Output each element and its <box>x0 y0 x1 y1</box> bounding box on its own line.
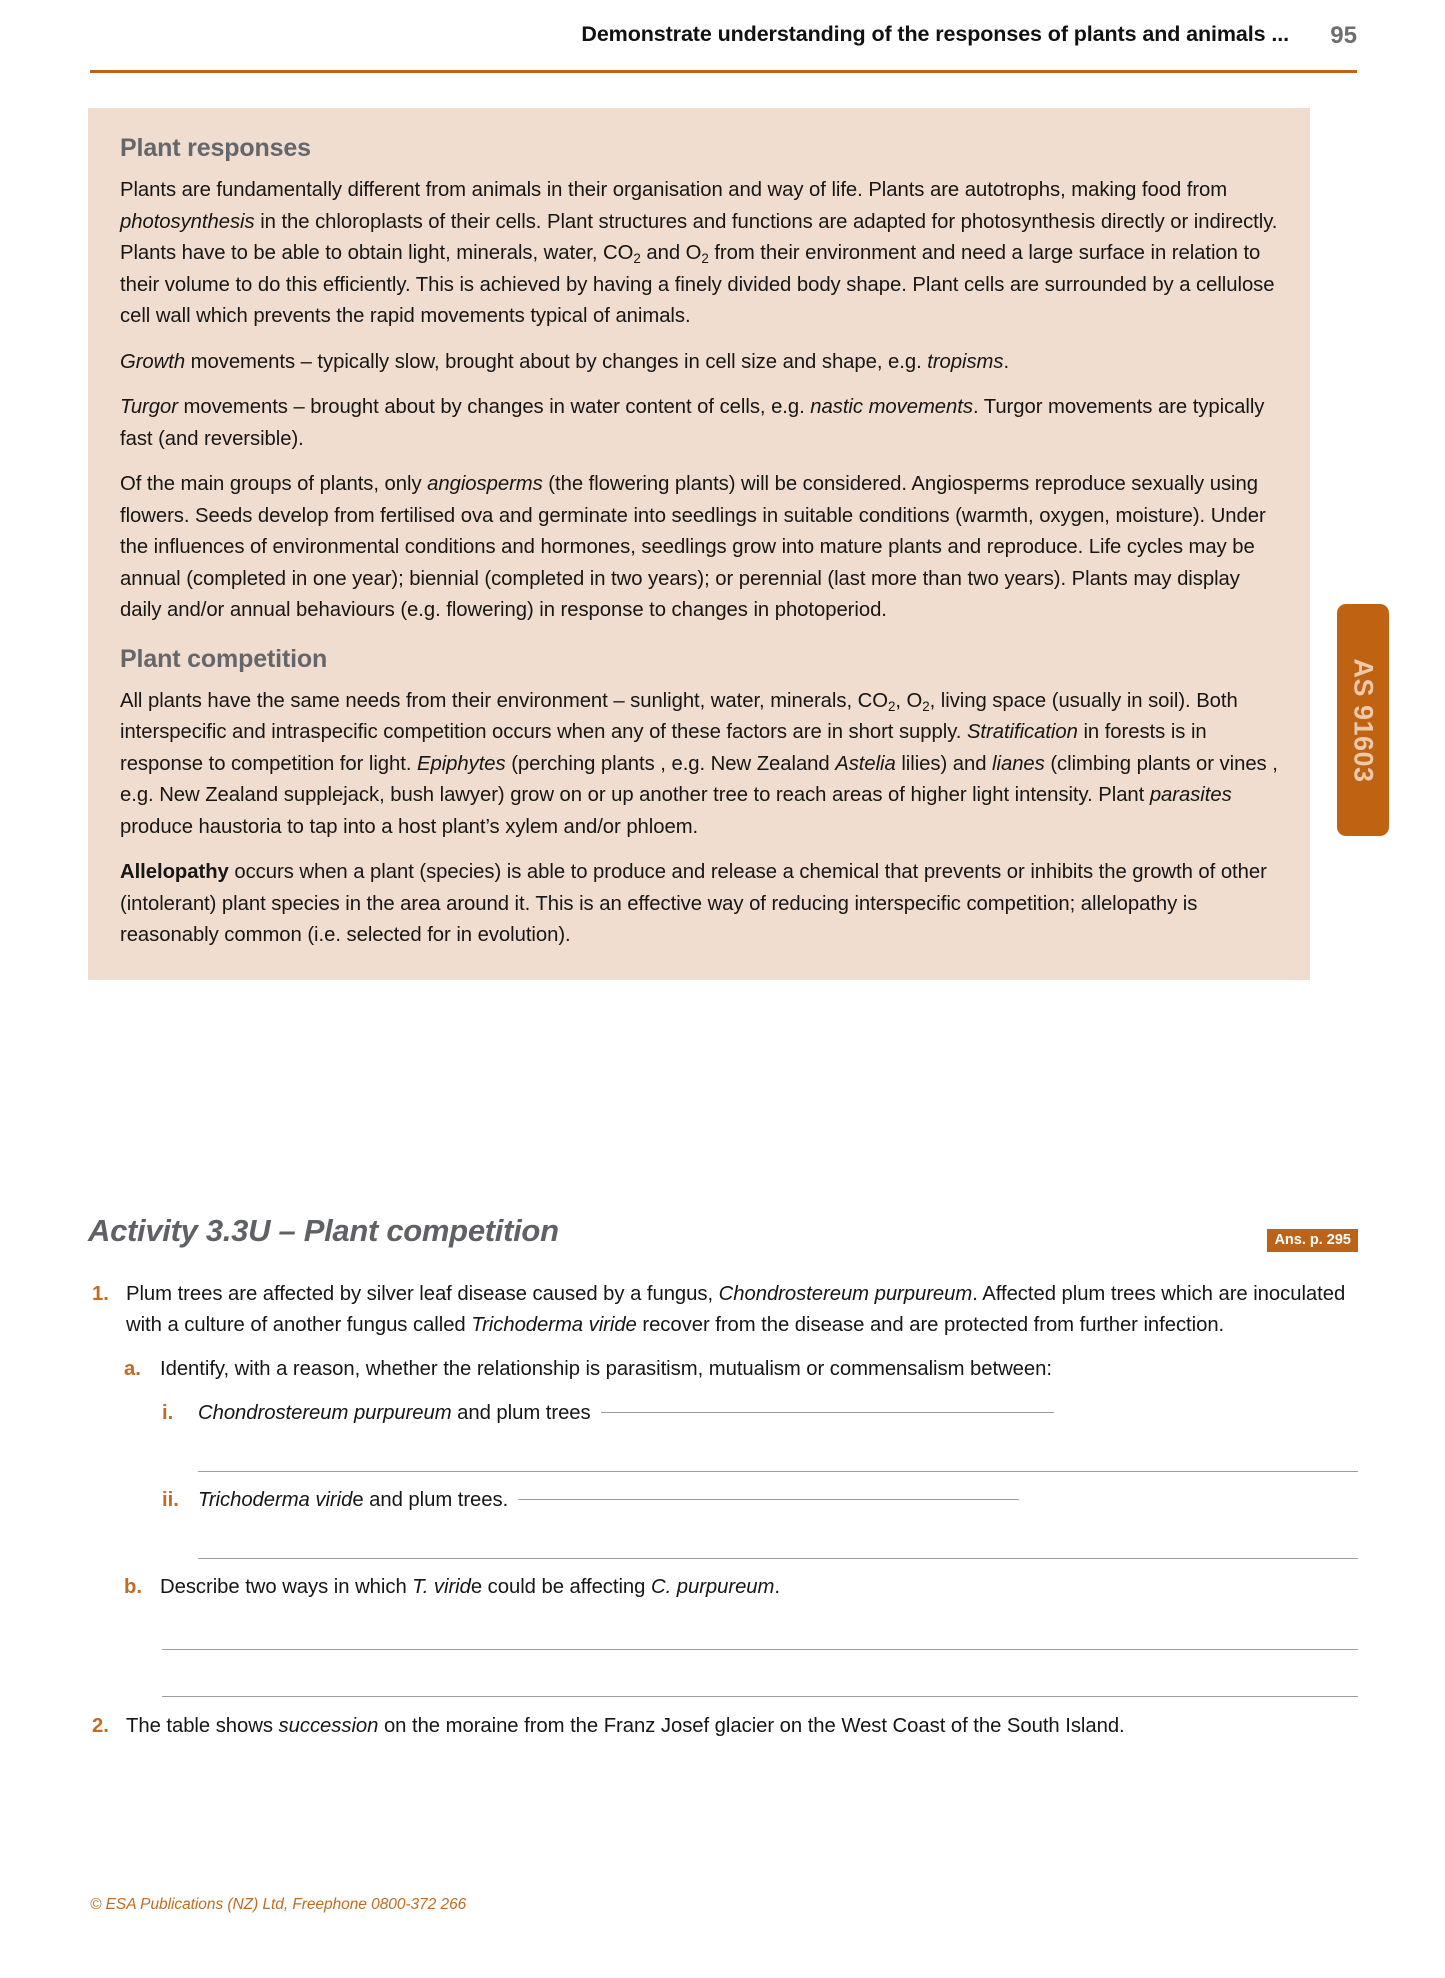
page-number: 95 <box>1330 22 1357 49</box>
header-title: Demonstrate understanding of the responses of plants and animals ... <box>581 22 1289 46</box>
plant-responses-paragraphs <box>120 175 1280 627</box>
question-list <box>88 1279 1358 1742</box>
panel-heading-plant-competition: Plant competition <box>120 644 328 673</box>
answer-line-row <box>88 1649 1358 1650</box>
question-row <box>88 1398 1358 1429</box>
header-divider-rule <box>90 70 1357 73</box>
activity-header-row <box>88 1213 1358 1265</box>
answer-write-line[interactable] <box>198 1471 1358 1472</box>
panel-paragraph: Growth movements – typically slow, brought about by changes in cell size and shape, e.g. tropisms. <box>120 350 1010 373</box>
activity-section <box>88 1213 1358 1742</box>
question-row <box>88 1354 1358 1385</box>
question-row <box>88 1572 1358 1603</box>
question-text: Trichoderma viride and plum trees. <box>198 1485 1358 1516</box>
answer-line-row <box>88 1558 1358 1559</box>
question-text: The table shows succession on the moraine from the Franz Josef glacier on the West Coast of the South Island. <box>126 1715 1125 1737</box>
plant-competition-paragraphs <box>120 686 1280 952</box>
panel-paragraph: Allelopathy occurs when a plant (species) is able to produce and release a chemical that prevents or inhibits the growth of other (intolerant) plant species in the area around it. This is an effective way of reducing interspecific competition; allelopathy is reasonably common (i.e. selected for in evolution). <box>120 861 1267 946</box>
standard-code-label: AS 91603 <box>1348 657 1379 783</box>
question-row <box>88 1711 1358 1742</box>
answer-write-line[interactable] <box>601 1412 1054 1413</box>
question-marker: 2. <box>92 1715 109 1737</box>
panel-paragraph: Turgor movements – brought about by changes in water content of cells, e.g. nastic movements. Turgor movements are typically fast (and reversible). <box>120 396 1265 450</box>
question-marker: 1. <box>92 1283 109 1305</box>
question-text: Plum trees are affected by silver leaf disease caused by a fungus, Chondrostereum purpureum. Affected plum trees which are inoculated with a culture of another fungus called Trichoderma viride recover from the disease and are protected from further infection. <box>126 1283 1346 1336</box>
question-marker: a. <box>124 1358 141 1380</box>
question-text: Chondrostereum purpureum and plum trees <box>198 1398 1358 1429</box>
question-marker: ii. <box>162 1489 179 1511</box>
page-footer: © ESA Publications (NZ) Ltd, Freephone 0800-372 266 <box>90 1896 467 1913</box>
answer-line-row <box>88 1696 1358 1697</box>
question-row <box>88 1279 1358 1341</box>
answer-write-line[interactable] <box>162 1696 1358 1697</box>
standard-code-side-tab <box>1337 604 1389 836</box>
panel-paragraph: Plants are fundamentally different from animals in their organisation and way of life. Plants are autotrophs, making food from photosynthesis in the chloroplasts of their cells. Plant structures and functions are adapted for photosynthesis directly or indirectly. Plants have to be able to obtain light, minerals, water, $CO_2$ and $O_2$ from their environment and need a large surface in relation to their volume to do this efficiently. This is achieved by having a finely divided body shape. Plant cells are surrounded by a cellulose cell wall which prevents the rapid movements typical of animals. <box>120 179 1278 327</box>
page-header <box>90 22 1357 70</box>
question-marker: b. <box>124 1576 143 1598</box>
answer-write-line[interactable] <box>198 1558 1358 1559</box>
answer-reference-badge[interactable]: Ans. p. 295 <box>1267 1229 1358 1252</box>
question-text: Identify, with a reason, whether the relationship is parasitism, mutualism or commensalism between: <box>160 1358 1052 1380</box>
panel-heading-plant-responses: Plant responses <box>120 134 311 162</box>
panel-paragraph: Of the main groups of plants, only angiosperms (the flowering plants) will be considered. Angiosperms reproduce sexually using flowers. Seeds develop from fertilised ova and germinate into seedlings in suitable conditions (warmth, oxygen, moisture). Under the influences of environmental conditions and hormones, seedlings grow into mature plants and reproduce. Life cycles may be annual (completed in one year); biennial (completed in two years); or perennial (last more than two years). Plants may display daily and/or annual behaviours (e.g. flowering) in response to changes in photoperiod. <box>120 473 1266 621</box>
question-marker: i. <box>162 1402 174 1424</box>
question-row <box>88 1485 1358 1516</box>
answer-write-line[interactable] <box>162 1649 1358 1650</box>
question-text: Describe two ways in which T. viride could be affecting C. purpureum. <box>160 1576 780 1598</box>
answer-write-line[interactable] <box>518 1499 1018 1500</box>
panel-paragraph: All plants have the same needs from their environment – sunlight, water, minerals, $CO_2$, $O_2$, living space (usually in soil). Both interspecific and intraspecific competition occurs when any of these factors are in short supply. Stratification in forests is in response to competition for light. Epiphytes (perching plants , e.g. New Zealand Astelia lilies) and lianes (climbing plants or vines , e.g. New Zealand supplejack, bush lawyer) grow on or up another tree to reach areas of higher light intensity. Plant parasites produce haustoria to tap into a host plant’s xylem and/or phloem. <box>120 689 1278 838</box>
activity-title: Activity 3.3U – Plant competition <box>88 1213 559 1248</box>
answer-line-row <box>88 1471 1358 1472</box>
notes-panel <box>88 108 1310 980</box>
